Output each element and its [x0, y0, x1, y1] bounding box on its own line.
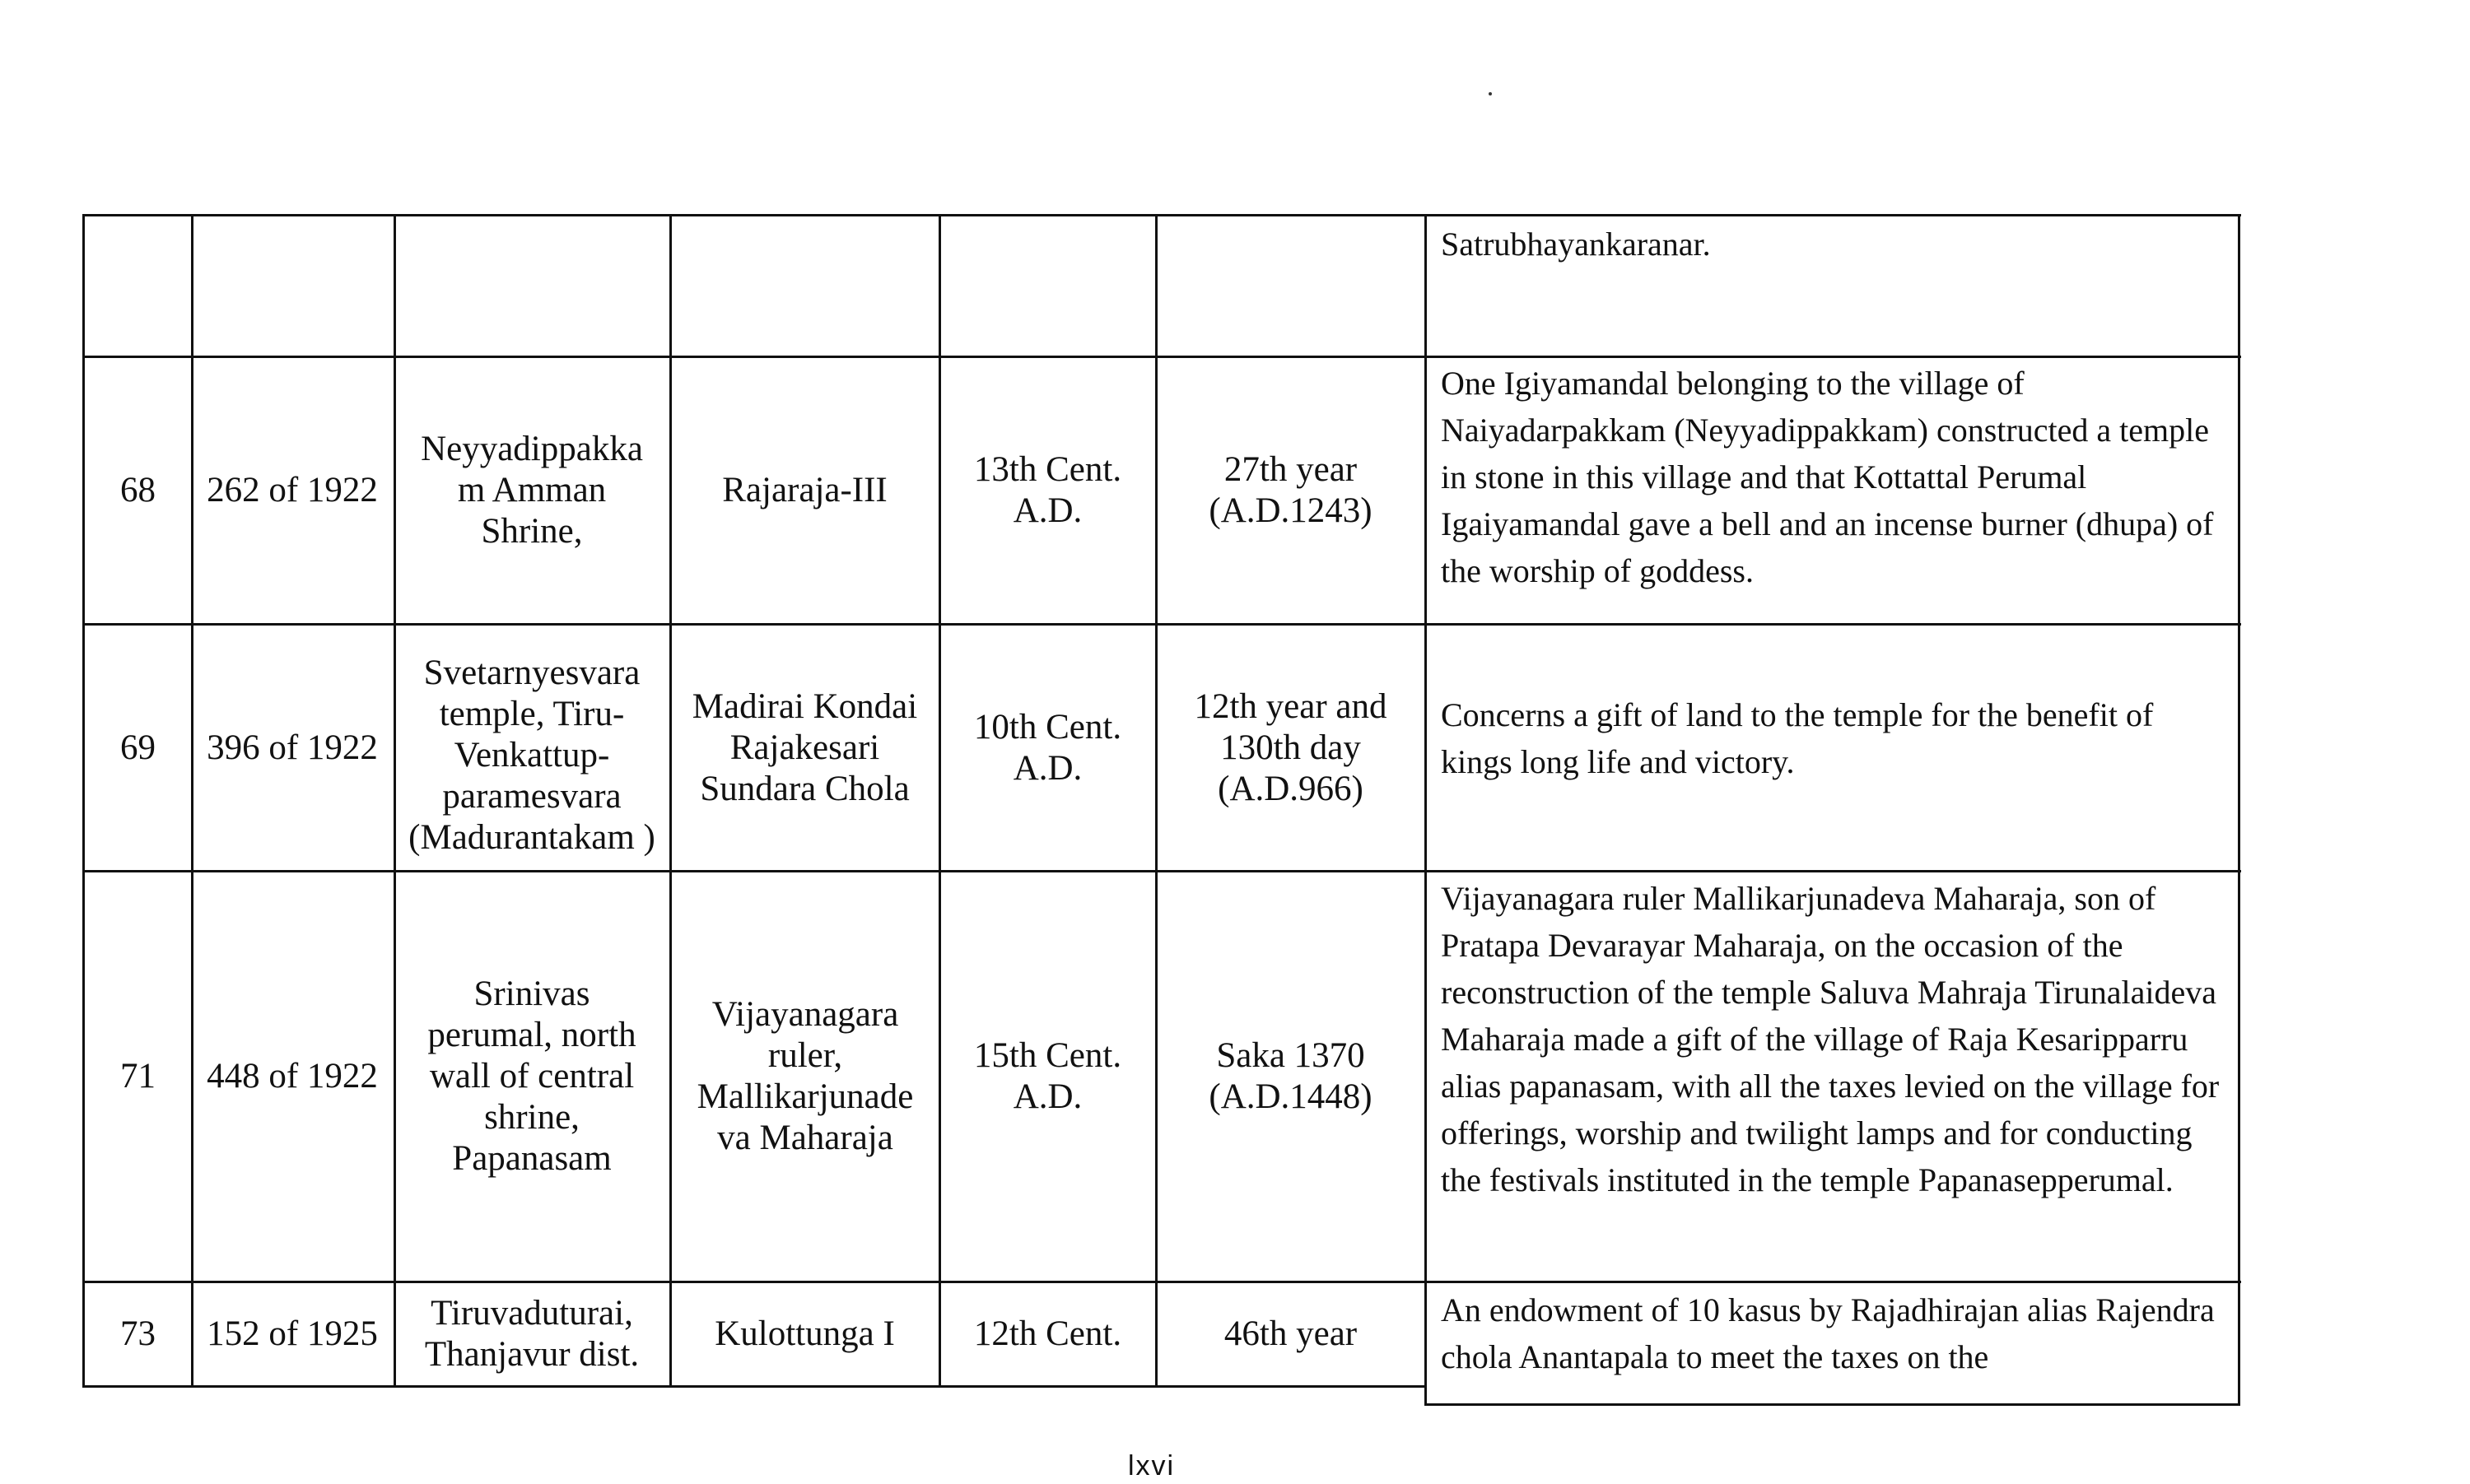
table-row-king: Rajaraja-III [722, 471, 888, 509]
table-row-reference: 448 of 1922 [207, 1057, 378, 1096]
table-row-century: 10th Cent. A.D. [973, 707, 1122, 788]
table-row-content: One Igiyamandal belonging to the village of Naiyadarpakkam (Neyyadippakkam) constructed a temple in stone in this village and that Kottattal Perumal Igaiyamandal gave a bell and an incense burner (dhupa) of the worship of goddess. [1441, 365, 2214, 589]
table-row-regnal-year: 27th year (A.D.1243) [1209, 450, 1372, 530]
table-row-century: 13th Cent. A.D. [973, 450, 1122, 530]
table-row-content: Concerns a gift of land to the temple for the benefit of kings long life and victory. [1441, 696, 2154, 780]
table-row-number: 68 [120, 471, 156, 509]
table-row-reference: 152 of 1925 [207, 1314, 378, 1353]
table-row-number: 69 [120, 728, 156, 767]
stray-mark [1489, 92, 1492, 95]
table-row-king: Kulottunga I [715, 1314, 895, 1353]
table-row-century: 12th Cent. [973, 1314, 1122, 1353]
table-row-content: Satrubhayankaranar. [1441, 226, 1711, 263]
table-row-reference: 396 of 1922 [207, 728, 378, 767]
page-number: lxvi [1128, 1450, 1176, 1482]
table-row-century: 15th Cent. A.D. [973, 1036, 1122, 1116]
table-row-place: Srinivas perumal, north wall of central shrine, Papanasam [427, 975, 636, 1178]
table-row-regnal-year: 46th year [1223, 1314, 1358, 1353]
table-row-regnal-year: Saka 1370 (A.D.1448) [1209, 1036, 1372, 1116]
table-row-reference: 262 of 1922 [207, 471, 378, 509]
table-row-content: An endowment of 10 kasus by Rajadhirajan alias Rajendra chola Anantapala to meet the taxes on the [1441, 1291, 2215, 1375]
table-row-king: Vijayanagara ruler, Mallikarjunade va Maharaja [697, 995, 914, 1157]
table-row-king: Madirai Kondai Rajakesari Sundara Chola [692, 686, 918, 808]
table-row-place: Neyyadippakka m Amman Shrine, [421, 430, 643, 551]
table-row-place: Tiruvaduturai, Thanjavur dist. [424, 1294, 640, 1374]
table-row-content: Vijayanagara ruler Mallikarjunadeva Maharaja, son of Pratapa Devarayar Maharaja, on the occasion of the reconstruction of the temple Saluva Mahraja Tirunalaideva Maharaja made a gift of the village of Raja Kesaripparru alias papanasam, with all the taxes levied on the village for offerings, worship and twilight lamps and for conducting the festivals instituted in the temple Papanasepperumal. [1441, 880, 2220, 1198]
table-row-regnal-year: 12th year and 130th day (A.D.966) [1194, 686, 1387, 808]
table-row-place: Svetarnyesvara temple, Tiru-Venkattup-paramesvara (Madurantakam ) [408, 654, 655, 857]
table-row-number: 71 [120, 1057, 156, 1096]
table-row-number: 73 [120, 1314, 156, 1353]
